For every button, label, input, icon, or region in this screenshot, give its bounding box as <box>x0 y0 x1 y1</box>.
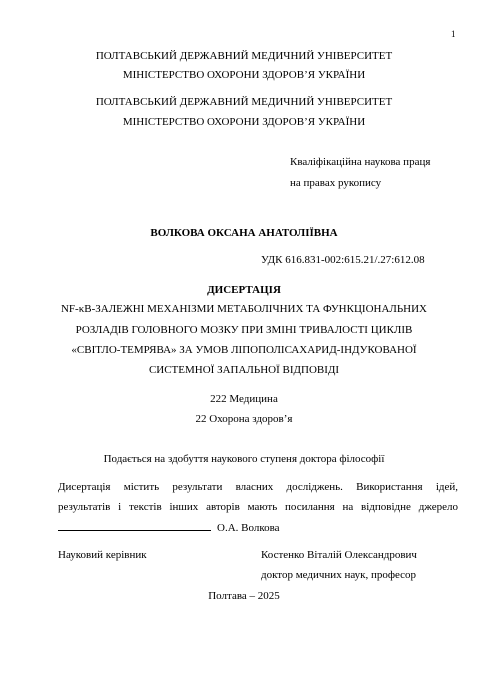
city-year: Полтава – 2025 <box>208 590 280 602</box>
supervisor-title: доктор медичних наук, професор <box>261 569 417 581</box>
dissertation-title-line-1: NF-κB-ЗАЛЕЖНІ МЕХАНІЗМИ МЕТАБОЛІЧНИХ ТА ФУНКЦІОНАЛЬНИХ <box>60 303 428 315</box>
page-number: 1 <box>451 29 456 39</box>
signature-name: О.А. Волкова <box>217 522 280 534</box>
specialty: 222 Медицина <box>210 393 278 405</box>
originality-line-1: Дисертація містить результати власних досліджень. Використання ідей, <box>58 481 458 493</box>
ministry-name-1: МІНІСТЕРСТВО ОХОРОНИ ЗДОРОВ’Я УКРАЇНИ <box>122 69 366 81</box>
qualification-line-1: Кваліфікаційна наукова праця <box>290 156 431 168</box>
dissertation-title-line-3: «СВІТЛО-ТЕМРЯВА» ЗА УМОВ ЛІПОПОЛІСАХАРИД-ІНДУКОВАНОЇ <box>71 344 417 356</box>
ministry-name-2: МІНІСТЕРСТВО ОХОРОНИ ЗДОРОВ’Я УКРАЇНИ <box>122 116 366 128</box>
university-name-1: ПОЛТАВСЬКИЙ ДЕРЖАВНИЙ МЕДИЧНИЙ УНІВЕРСИТЕТ <box>95 50 393 62</box>
signature-row <box>58 520 280 535</box>
field-of-knowledge: 22 Охорона здоров’я <box>195 413 293 425</box>
dissertation-title-line-2: РОЗЛАДІВ ГОЛОВНОГО МОЗКУ ПРИ ЗМІНІ ТРИВАЛОСТІ ЦИКЛІВ <box>75 324 413 336</box>
university-name-2: ПОЛТАВСЬКИЙ ДЕРЖАВНИЙ МЕДИЧНИЙ УНІВЕРСИТЕТ <box>95 96 393 108</box>
document-type: ДИСЕРТАЦІЯ <box>207 284 281 296</box>
dissertation-title-line-4: СИСТЕМНОЇ ЗАПАЛЬНОЇ ВІДПОВІДІ <box>148 364 340 376</box>
originality-line-2: результатів і текстів інших авторів мають посилання на відповідне джерело <box>58 501 458 513</box>
udc-code: УДК 616.831-002:615.21/.27:612.08 <box>261 254 425 266</box>
supervisor-name: Костенко Віталій Олександрович <box>261 549 417 561</box>
degree-statement: Подається на здобуття наукового ступеня доктора філософії <box>103 453 385 465</box>
author-name: ВОЛКОВА ОКСАНА АНАТОЛІЇВНА <box>150 227 338 239</box>
supervisor-label: Науковий керівник <box>58 549 147 561</box>
signature-line <box>58 520 211 531</box>
qualification-line-2: на правах рукопису <box>290 177 382 189</box>
